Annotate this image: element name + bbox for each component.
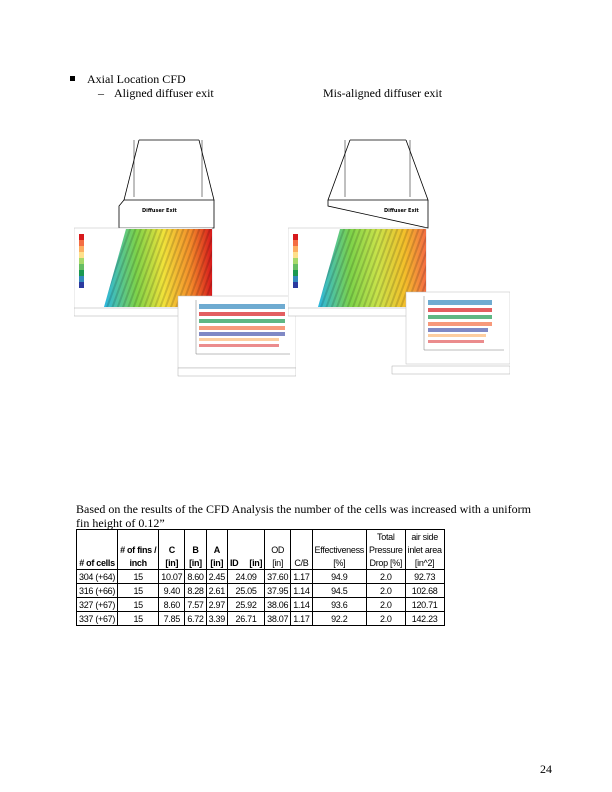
bullet-square-icon	[70, 76, 75, 81]
cell: 94.5	[312, 584, 366, 598]
cell: 7.57	[185, 598, 206, 612]
figure-misaligned	[288, 132, 510, 380]
th: inch	[118, 556, 159, 570]
cell: 102.68	[405, 584, 444, 598]
cell: 93.6	[312, 598, 366, 612]
cell: 327 (+67)	[77, 598, 118, 612]
th	[227, 530, 264, 544]
cell: 1.17	[291, 612, 312, 626]
bullet-text: Axial Location CFD	[87, 72, 186, 86]
th	[118, 530, 159, 544]
results-paragraph: Based on the results of the CFD Analysis the number of the cells was increased with a uniform fin height of 0.12”	[76, 502, 531, 530]
page-number: 24	[540, 762, 552, 776]
contour-caption-bar-right	[288, 308, 426, 316]
th: C/B	[291, 556, 312, 570]
th: Total	[367, 530, 406, 544]
cell: 1.14	[291, 584, 312, 598]
cell: 92.2	[312, 612, 366, 626]
cell: 15	[118, 612, 159, 626]
th	[159, 530, 185, 544]
th	[265, 530, 291, 544]
cell: 2.45	[206, 570, 227, 584]
cell: 15	[118, 598, 159, 612]
cell: 304 (+64)	[77, 570, 118, 584]
right-caption: Mis-aligned diffuser exit	[323, 86, 443, 100]
cell: 120.71	[405, 598, 444, 612]
diffuser-outline-right	[328, 140, 428, 228]
th	[206, 530, 227, 544]
cell: 24.09	[227, 570, 264, 584]
th: air side	[405, 530, 444, 544]
th: [in]	[206, 556, 227, 570]
th: C	[159, 543, 185, 556]
th	[77, 543, 118, 556]
th: Pressure	[367, 543, 406, 556]
th	[77, 530, 118, 544]
th: Drop [%]	[367, 556, 406, 570]
cell: 6.72	[185, 612, 206, 626]
diffuser-outline	[119, 140, 214, 228]
cell: 8.60	[185, 570, 206, 584]
th: [in]	[159, 556, 185, 570]
th	[291, 530, 312, 544]
cell: 25.92	[227, 598, 264, 612]
diffuser-exit-label-right: Diffuser Exit	[384, 208, 419, 214]
cell: 1.17	[291, 570, 312, 584]
scatter-caption-bar-right	[392, 366, 510, 374]
results-table	[76, 529, 445, 626]
cell: 2.61	[206, 584, 227, 598]
cell: 37.60	[265, 570, 291, 584]
cell: 26.71	[227, 612, 264, 626]
th: OD	[265, 543, 291, 556]
th	[185, 530, 206, 544]
th: [in]	[185, 556, 206, 570]
scatter-caption-bar	[178, 368, 296, 376]
th: A	[206, 543, 227, 556]
cell: 38.07	[265, 612, 291, 626]
th	[227, 543, 264, 556]
cell: 37.95	[265, 584, 291, 598]
diffuser-exit-label-left: Diffuser Exit	[142, 208, 177, 214]
table-header-row	[77, 556, 445, 570]
cell: 92.73	[405, 570, 444, 584]
cell: 8.60	[159, 598, 185, 612]
th: [in]	[265, 556, 291, 570]
cell: 9.40	[159, 584, 185, 598]
cell: 15	[118, 584, 159, 598]
th	[312, 530, 366, 544]
th: # of fins /	[118, 543, 159, 556]
th: B	[185, 543, 206, 556]
table-row	[77, 584, 445, 598]
dash: –	[98, 86, 104, 100]
th	[291, 543, 312, 556]
cell: 2.97	[206, 598, 227, 612]
th: # of cells	[77, 556, 118, 570]
cell: 316 (+66)	[77, 584, 118, 598]
table-row	[77, 612, 445, 626]
th: inlet area	[405, 543, 444, 556]
cell: 2.0	[367, 612, 406, 626]
table-header-row	[77, 543, 445, 556]
cell: 38.06	[265, 598, 291, 612]
cell: 2.0	[367, 570, 406, 584]
cell: 337 (+67)	[77, 612, 118, 626]
color-legend	[79, 234, 84, 288]
cell: 1.14	[291, 598, 312, 612]
th: Effectiveness	[312, 543, 366, 556]
sub-heading-left	[98, 86, 214, 101]
cell: 25.05	[227, 584, 264, 598]
cell: 3.39	[206, 612, 227, 626]
table-header-row	[77, 530, 445, 544]
th: [in^2]	[405, 556, 444, 570]
cell: 2.0	[367, 598, 406, 612]
color-legend-right	[293, 234, 298, 288]
table-row	[77, 598, 445, 612]
left-caption: Aligned diffuser exit	[114, 86, 214, 100]
cell: 142.23	[405, 612, 444, 626]
bullet-heading	[70, 72, 186, 87]
cell: 94.9	[312, 570, 366, 584]
table-row	[77, 570, 445, 584]
cell: 15	[118, 570, 159, 584]
th: [%]	[312, 556, 366, 570]
cell: 8.28	[185, 584, 206, 598]
figure-aligned	[74, 132, 296, 380]
th: ID [in]	[227, 556, 264, 570]
cell: 7.85	[159, 612, 185, 626]
cell: 10.07	[159, 570, 185, 584]
cell: 2.0	[367, 584, 406, 598]
